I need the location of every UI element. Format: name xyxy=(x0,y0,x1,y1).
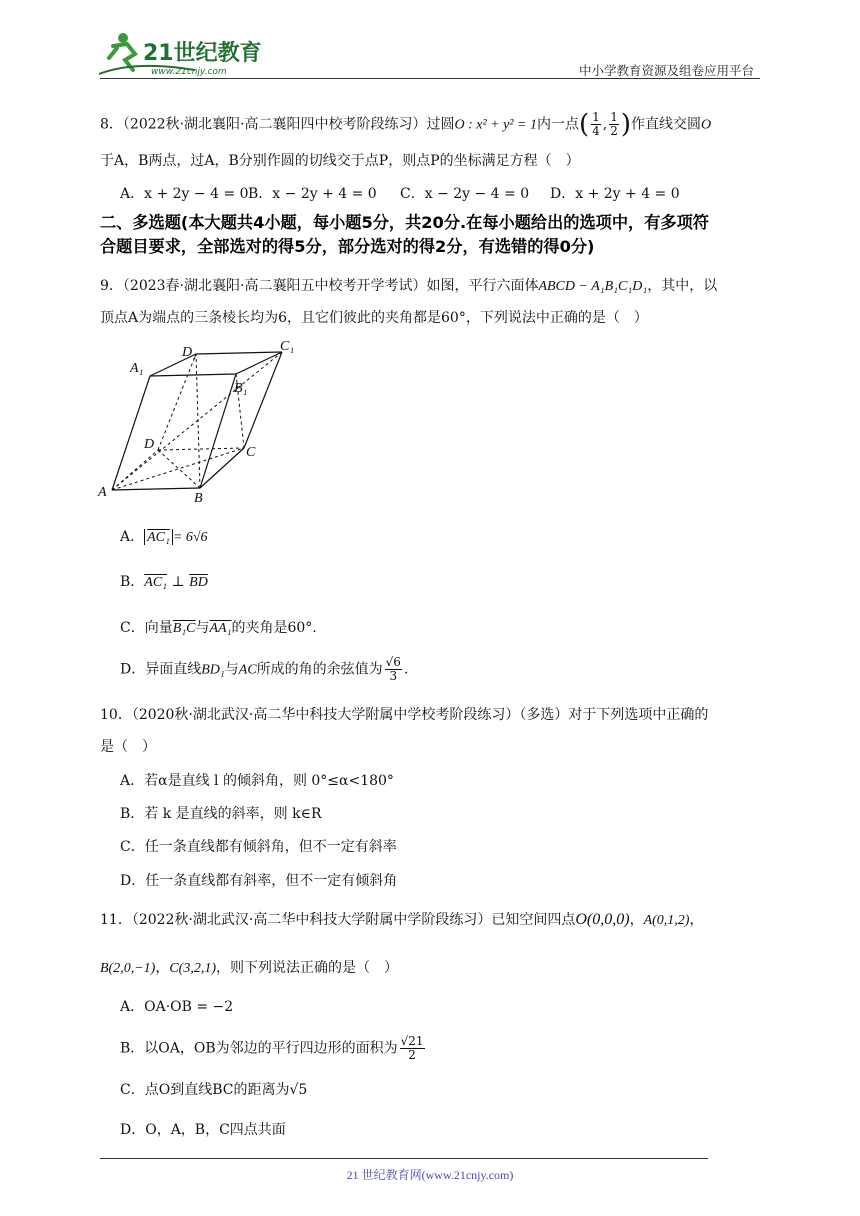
q9-num: 9． xyxy=(100,278,123,294)
q10-line1 xyxy=(100,705,708,725)
q10-option-c: C．任一条直线都有倾斜角，但不一定有斜率 xyxy=(120,839,397,855)
q10-option-b: B．若 k 是直线的斜率，则 k∈R xyxy=(120,806,322,822)
q11-line1: 11．（2022秋·湖北武汉·高二华中科技大学附属中学阶段练习）已知空间四点O(0,0,0)，A(0,1,2)， xyxy=(100,911,704,928)
edge-ab xyxy=(112,488,200,490)
q10-option-a: A．若α是直线 l 的倾斜角，则 0°≤α<180° xyxy=(120,773,394,789)
q11-source: （2022秋·湖北武汉·高二华中科技大学附属中学阶段练习）已知空间四点 xyxy=(131,912,576,928)
q11-num: 11． xyxy=(100,912,132,928)
q8-circle: O : x² + y² = 1 xyxy=(454,117,537,133)
q9-option-c: C．向量B₁C与AA₁的夹角是60°. xyxy=(120,620,317,636)
site-logo xyxy=(95,30,265,78)
q10-num: 10． xyxy=(100,707,132,723)
page-header xyxy=(95,30,760,82)
footer-rule xyxy=(100,1158,708,1159)
q11-option-d: D．O，A，B，C四点共面 xyxy=(120,1122,286,1138)
diag-ac xyxy=(112,448,244,490)
label-c: C xyxy=(246,445,256,460)
q9-line2: 顶点A为端点的三条棱长均为6，且它们彼此的夹角都是60°，下列说法中正确的是（ ） xyxy=(100,310,648,326)
diag-bd xyxy=(158,450,200,488)
edge-cc1 xyxy=(244,352,282,448)
q10-source: （2020秋·湖北武汉·高二华中科技大学附属中学校考阶段练习）（多选）对于下列选项中正确的 xyxy=(131,707,709,723)
label-c1: C₁ xyxy=(280,339,295,354)
logo-url: www.21cnjy.com xyxy=(151,67,227,77)
q10-line2: 是（ ） xyxy=(100,739,156,755)
footer-text: 21 世纪教育网(www.21cnjy.com) xyxy=(346,1168,514,1182)
label-b1: B₁ xyxy=(234,381,248,396)
q9-source: （2023春·湖北襄阳·高二襄阳五中校考开学考试） xyxy=(122,278,427,294)
edge-a1b1 xyxy=(150,374,236,376)
q10-option-d: D．任一条直线都有斜率，但不一定有倾斜角 xyxy=(120,873,398,889)
logo-text: 21世纪教育 xyxy=(143,41,262,66)
q8-option-c: C．x − 2y − 4 = 0 xyxy=(400,186,530,202)
q11-option-a: A．OA·OB = −2 xyxy=(120,999,234,1015)
section2-title-line1: 二、多选题(本大题共4小题，每小题5分，共20分.在每小题给出的选项中，有多项符 xyxy=(100,213,709,232)
q8-option-b: B．x − 2y + 4 = 0 xyxy=(248,186,377,202)
edge-c1d1 xyxy=(196,352,282,354)
q9-optd-fraction: $\frac{√6}{3}$ xyxy=(385,655,401,683)
q8-frac2: $\frac{1}{2}$ xyxy=(610,110,618,138)
q11-line2: B(2,0,−1)，C(3,2,1)，则下列说法正确的是（ ） xyxy=(100,960,398,976)
q11-option-b: B．以OA，OB为邻边的平行四边形的面积为 $\frac{√21}{2}$ xyxy=(120,1034,424,1062)
q9-line1: 9．（2023春·湖北襄阳·高二襄阳五中校考开学考试）如图，平行六面体ABCD − A₁B₁C₁D₁，其中，以 xyxy=(100,278,718,294)
section2-title-line2: 合题目要求，全部选对的得5分，部分选对的得2分，有选错的得0分) xyxy=(100,237,595,256)
q8-line1: 8．（2022秋·湖北襄阳·高二襄阳四中校考阶段练习）过圆O : x² + y² = 1内一点( $\frac{1}{4}$ , $\frac{1}{2}$ )作直线交圆O xyxy=(100,109,712,140)
q8-line2: 于A，B两点，过A，B分别作圆的切线交于点P，则点P的坐标满足方程（ ） xyxy=(100,153,580,169)
edge-dd1 xyxy=(158,354,196,450)
edge-dc xyxy=(158,448,244,450)
q8-source: （2022秋·湖北襄阳·高二襄阳四中校考阶段练习） xyxy=(122,116,427,133)
q9-option-b: B．AC₁ ⊥ $\overline{BD}$ xyxy=(120,574,208,590)
label-d: D xyxy=(144,437,155,452)
label-b: B xyxy=(194,491,203,506)
parallelepiped-figure xyxy=(96,338,306,508)
header-rule xyxy=(100,78,760,79)
q9-option-a: A． AC₁ = 6√6 xyxy=(120,529,208,545)
label-a: A xyxy=(98,485,107,500)
label-a1: A₁ xyxy=(130,361,144,376)
q8-frac1: $\frac{1}{4}$ xyxy=(592,110,600,138)
q11-option-c: C．点O到直线BC的距离为√5 xyxy=(120,1082,308,1098)
q8-option-a: A．x + 2y − 4 = 0 xyxy=(120,186,249,202)
q8-num: 8． xyxy=(100,116,123,133)
q9-solid: ABCD − A₁B₁C₁D₁ xyxy=(538,279,648,294)
label-d1: D₁ xyxy=(182,345,197,360)
platform-name: 中小学教育资源及组卷应用平台 xyxy=(578,64,754,78)
q9-option-d: D．异面直线BD₁与AC所成的角的余弦值为 $\frac{√6}{3}$ . xyxy=(120,655,409,683)
q8-option-d: D．x + 2y + 4 = 0 xyxy=(550,186,680,202)
q11-optb-fraction: $\frac{√21}{2}$ xyxy=(400,1034,424,1062)
